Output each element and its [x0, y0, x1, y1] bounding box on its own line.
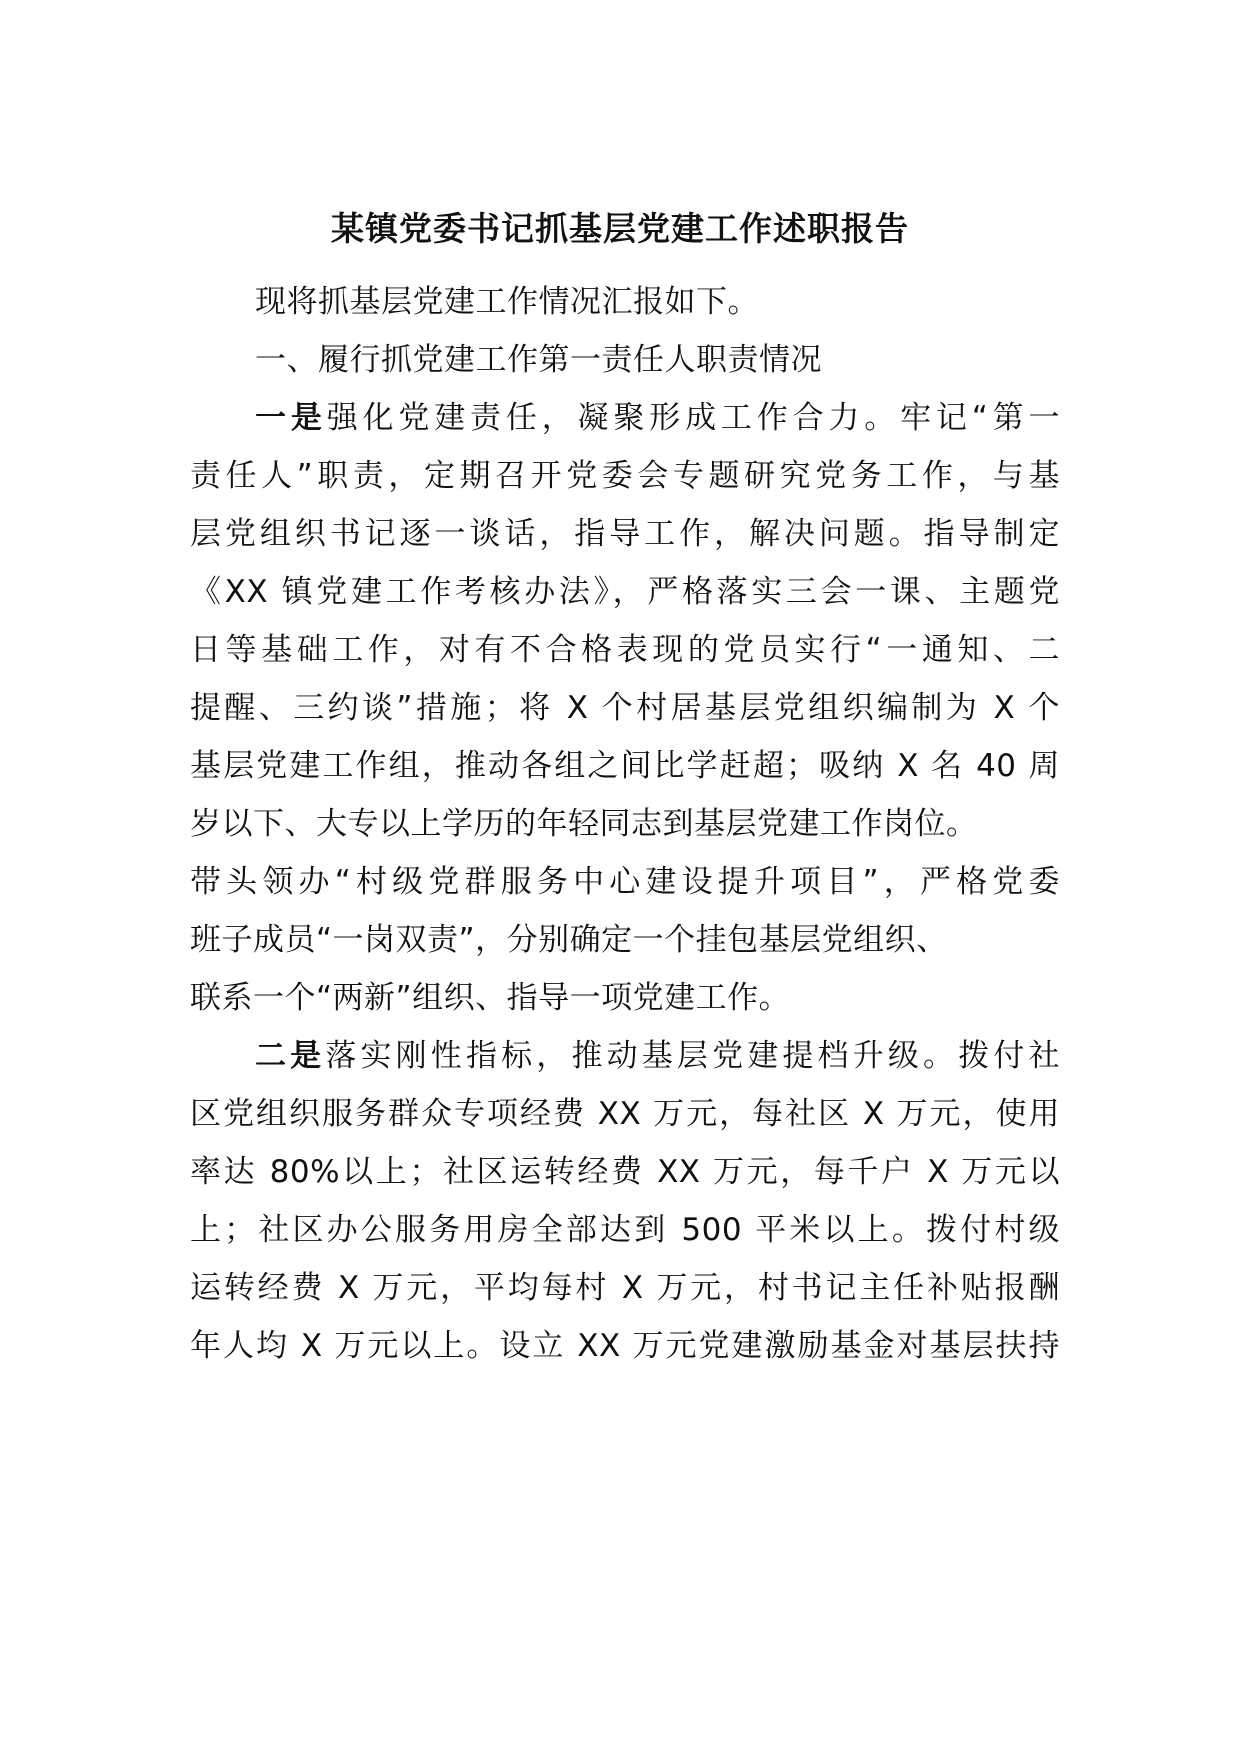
- paragraph-1-line-4: 《XX 镇党建工作考核办法》，严格落实三会一课、主题党: [190, 574, 1060, 610]
- paragraph-2-line-1: [255, 1034, 1060, 1078]
- paragraph-1-text: 强化党建责任，凝聚形成工作合力。牢记“第一: [326, 400, 1061, 436]
- paragraph-1-line-9: 带头领办“村级党群服务中心建设提升项目”，严格党委: [190, 864, 1060, 900]
- paragraph-1-line-1: [255, 396, 1060, 440]
- paragraph-1-line-3: 层党组织书记逐一谈话，指导工作，解决问题。指导制定: [190, 516, 1060, 552]
- paragraph-1-line-2: 责任人”职责，定期召开党委会专题研究党务工作，与基: [190, 458, 1060, 494]
- paragraph-1-line-6: 提醒、三约谈”措施；将 X 个村居基层党组织编制为 X 个: [190, 690, 1060, 726]
- paragraph-2-line-3: 率达 80%以上；社区运转经费 XX 万元，每千户 X 万元以: [190, 1154, 1060, 1190]
- paragraph-2-line-4: 上；社区办公服务用房全部达到 500 平米以上。拨付村级: [190, 1212, 1060, 1248]
- intro-paragraph: 现将抓基层党建工作情况汇报如下。: [255, 284, 759, 320]
- paragraph-2-lead: 二是: [255, 1038, 326, 1074]
- paragraph-2-line-6: 年人均 X 万元以上。设立 XX 万元党建激励基金对基层扶持: [190, 1328, 1060, 1364]
- paragraph-2-line-5: 运转经费 X 万元，平均每村 X 万元，村书记主任补贴报酬: [190, 1270, 1060, 1306]
- paragraph-1-line-8: 岁以下、大专以上学历的年轻同志到基层党建工作岗位。: [190, 806, 978, 842]
- paragraph-1-line-7: 基层党建工作组，推动各组之间比学赶超；吸纳 X 名 40 周: [190, 748, 1060, 784]
- paragraph-1-line-5: 日等基础工作，对有不合格表现的党员实行“一通知、二: [190, 632, 1060, 668]
- paragraph-1-lead: 一是: [255, 400, 327, 436]
- paragraph-1-line-11: 联系一个“两新”组织、指导一项党建工作。: [190, 980, 791, 1016]
- paragraph-2-line-2: 区党组织服务群众专项经费 XX 万元，每社区 X 万元，使用: [190, 1096, 1060, 1132]
- paragraph-1-line-10: 班子成员“一岗双责”，分别确定一个挂包基层党组织、: [190, 922, 948, 958]
- section-heading: 一、履行抓党建工作第一责任人职责情况: [255, 342, 822, 378]
- paragraph-2-text: 落实刚性指标，推动基层党建提档升级。拨付社: [325, 1038, 1061, 1074]
- document-title: 某镇党委书记抓基层党建工作述职报告: [331, 209, 909, 248]
